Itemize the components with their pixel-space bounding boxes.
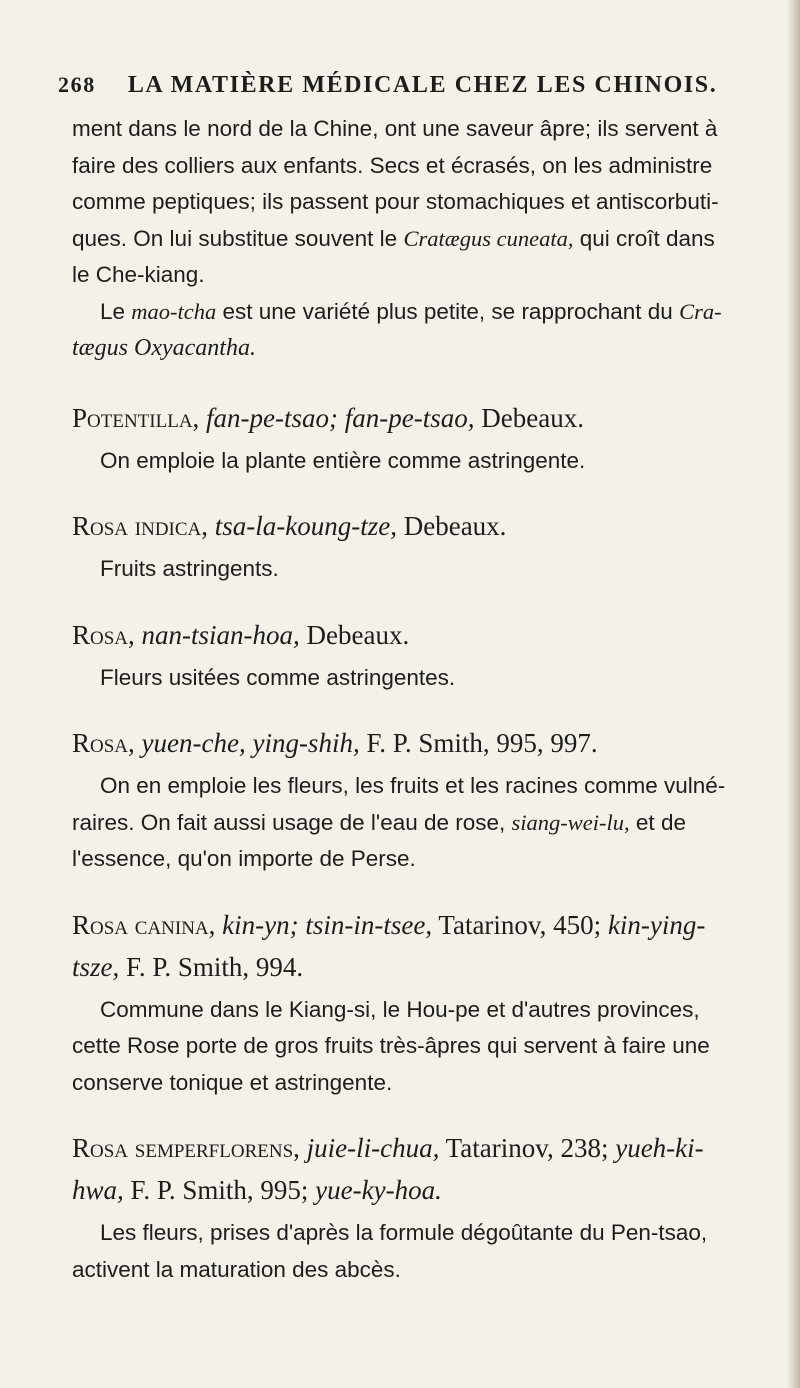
vernacular-names: tsze,	[72, 951, 120, 982]
vernacular-names: hwa,	[72, 1175, 124, 1205]
vernacular-names: yue-ky-hoa.	[315, 1175, 442, 1205]
vernacular-names: tsa-la-koung-tze,	[214, 511, 397, 541]
vernacular-names: yuen-che, ying-shih,	[141, 728, 360, 758]
authority: Debeaux.	[306, 619, 410, 650]
text-line: cette Rose porte de gros fruits très-âpres qui servent à faire une	[72, 1033, 710, 1058]
book-page	[58, 72, 762, 1288]
text-line: conserve tonique et astringente.	[72, 1069, 393, 1095]
entry-text: Fleurs usitées comme astringentes.	[100, 664, 456, 690]
species-name: Cra-	[679, 298, 722, 324]
vernacular-name: siang-wei-lu,	[511, 809, 630, 835]
entry-heading: Rosa semperflorens, juie-li-chua, Tatarinov, 238; yueh-ki- hwa, F. P. Smith, 995; yue-ky-hoa.	[72, 1133, 704, 1205]
entry-text: Fruits astringents.	[100, 556, 279, 581]
authority: Debeaux.	[481, 402, 584, 433]
authority: Tatarinov, 450;	[438, 909, 602, 940]
text-line: activent la maturation des abcès.	[72, 1256, 401, 1282]
running-title: LA MATIÈRE MÉDICALE CHEZ LES CHINOIS.	[127, 72, 718, 98]
genus-name: Potentilla	[72, 402, 193, 433]
vernacular-names: kin-yn; tsin-in-tsee,	[222, 909, 433, 940]
authority: Debeaux.	[403, 511, 507, 541]
authority: F. P. Smith, 995, 997.	[366, 728, 598, 758]
species-name: Cratægus cuneata,	[403, 225, 574, 251]
text-line: Les fleurs, prises d'après la formule dégoûtante du Pen-tsao,	[100, 1220, 708, 1245]
intro-paragraph	[72, 111, 762, 367]
text-span: et de	[629, 809, 686, 835]
text-line: On en emploie les fleurs, les fruits et les racines comme vulné-	[100, 773, 726, 798]
text-span: ques. On lui substitue souvent le	[72, 225, 404, 251]
text-line: faire des colliers aux enfants. Secs et écrasés, on les administre	[72, 152, 713, 178]
text-line: ment dans le nord de la Chine, ont une saveur âpre; ils servent à	[72, 116, 718, 141]
vernacular-names: fan-pe-tsao; fan-pe-tsao,	[206, 402, 475, 433]
text-line: le Che-kiang.	[72, 262, 205, 287]
entry-heading: Potentilla, fan-pe-tsao; fan-pe-tsao, Debeaux.	[72, 402, 584, 433]
page-number: 268	[58, 72, 96, 97]
vernacular-name: mao-tcha	[131, 298, 217, 324]
text-line: l'essence, qu'on importe de Perse.	[72, 846, 416, 871]
entry-heading: Rosa indica, tsa-la-koung-tze, Debeaux.	[72, 511, 507, 541]
genus-name: Rosa indica	[72, 511, 202, 541]
entry-heading: Rosa, yuen-che, ying-shih, F. P. Smith, 995, 997.	[72, 728, 598, 758]
authority: F. P. Smith, 994.	[126, 951, 304, 982]
running-header	[58, 72, 762, 99]
page-edge	[786, 0, 800, 1388]
text-span: raires. On fait aussi usage de l'eau de rose,	[72, 809, 512, 835]
authority: Tatarinov, 238;	[445, 1133, 609, 1163]
species-name: tægus Oxyacantha.	[72, 335, 256, 361]
genus-name: Rosa semperflorens	[72, 1133, 294, 1163]
genus-name: Rosa	[72, 728, 129, 758]
text-line	[72, 294, 762, 331]
entry-heading: Rosa canina, kin-yn; tsin-in-tsee, Tatarinov, 450; kin-ying- tsze, F. P. Smith, 994.	[72, 909, 706, 982]
text-line: Commune dans le Kiang-si, le Hou-pe et d'autres provinces,	[100, 996, 700, 1022]
text-line	[72, 221, 762, 258]
text-span: Le	[100, 298, 132, 324]
genus-name: Rosa	[72, 619, 129, 650]
vernacular-names: nan-tsian-hoa,	[141, 619, 300, 650]
vernacular-names: juie-li-chua,	[306, 1133, 440, 1163]
entry-heading: Rosa, nan-tsian-hoa, Debeaux.	[72, 619, 410, 650]
genus-name: Rosa canina	[72, 909, 209, 940]
vernacular-names: yueh-ki-	[615, 1133, 704, 1163]
entry-text: On emploie la plante entière comme astringente.	[100, 447, 586, 473]
text-span: qui croît dans	[573, 225, 715, 251]
authority: F. P. Smith, 995;	[130, 1175, 309, 1205]
text-line: comme peptiques; ils passent pour stomachiques et antiscorbuti-	[72, 189, 719, 214]
text-line	[72, 805, 762, 842]
text-span: est une variété plus petite, se rapprochant du	[216, 298, 680, 324]
vernacular-names: kin-ying-	[607, 909, 706, 940]
